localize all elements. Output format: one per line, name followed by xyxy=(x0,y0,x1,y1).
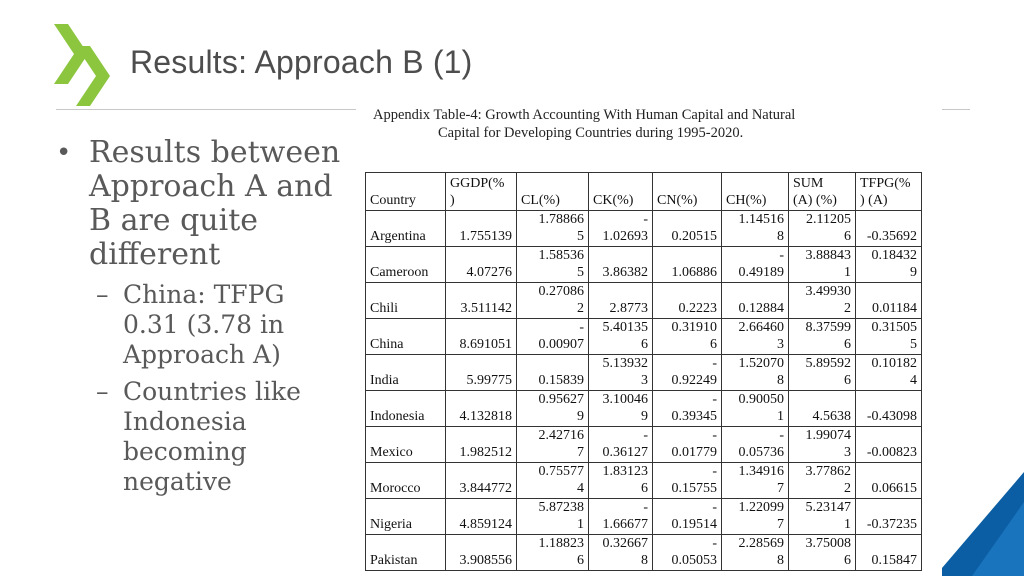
cell-cl: 0.15839 xyxy=(517,355,589,391)
cell-ch: 2.66460 3 xyxy=(722,319,789,355)
cell-country: India xyxy=(366,355,446,391)
cell-tfpg-a: -0.43098 xyxy=(856,391,922,427)
cell-tfpg-a: -0.37235 xyxy=(856,499,922,535)
header-ch: CH(%) xyxy=(722,173,789,211)
appendix-table-image xyxy=(358,104,942,576)
table-row xyxy=(366,355,922,391)
header-cn: CN(%) xyxy=(653,173,722,211)
cell-cl: 1.18823 6 xyxy=(517,535,589,571)
oecd-chevron-logo xyxy=(54,24,110,106)
cell-cl: 1.78866 5 xyxy=(517,211,589,247)
cell-ch: 0.12884 xyxy=(722,283,789,319)
cell-cn: - 0.19514 xyxy=(653,499,722,535)
header-sum-a: SUM (A) (%) xyxy=(789,173,856,211)
corner-accent-shape xyxy=(942,472,1024,576)
cell-ggdp: 5.99775 xyxy=(446,355,517,391)
cell-ch: 1.22099 7 xyxy=(722,499,789,535)
cell-country: Morocco xyxy=(366,463,446,499)
table-row xyxy=(366,283,922,319)
cell-country: Pakistan xyxy=(366,535,446,571)
table-row xyxy=(366,427,922,463)
cell-sum-a: 3.88843 1 xyxy=(789,247,856,283)
cell-ck: 0.32667 8 xyxy=(589,535,653,571)
cell-ck: 5.40135 6 xyxy=(589,319,653,355)
cell-ch: 2.28569 8 xyxy=(722,535,789,571)
bullet-main-text: Results between Approach A and B are quite different xyxy=(89,135,341,272)
cell-sum-a: 3.77862 2 xyxy=(789,463,856,499)
dash-icon: – xyxy=(96,280,109,309)
cell-country: China xyxy=(366,319,446,355)
growth-accounting-table xyxy=(365,172,922,571)
cell-ggdp: 4.859124 xyxy=(446,499,517,535)
table-caption-line1: Appendix Table-4: Growth Accounting With Human Capital and Natural xyxy=(373,107,796,123)
cell-ggdp: 4.07276 xyxy=(446,247,517,283)
cell-cn: 0.20515 xyxy=(653,211,722,247)
cell-country: Chili xyxy=(366,283,446,319)
cell-cn: - 0.15755 xyxy=(653,463,722,499)
cell-tfpg-a: 0.18432 9 xyxy=(856,247,922,283)
cell-cn: 1.06886 xyxy=(653,247,722,283)
cell-cl: 2.42716 7 xyxy=(517,427,589,463)
cell-cn: 0.31910 6 xyxy=(653,319,722,355)
cell-tfpg-a: 0.01184 xyxy=(856,283,922,319)
table-row xyxy=(366,463,922,499)
sub-bullet-china xyxy=(56,280,346,370)
cell-ck: 3.10046 9 xyxy=(589,391,653,427)
cell-ch: 1.34916 7 xyxy=(722,463,789,499)
cell-tfpg-a: 0.10182 4 xyxy=(856,355,922,391)
cell-sum-a: 1.99074 3 xyxy=(789,427,856,463)
cell-tfpg-a: 0.06615 xyxy=(856,463,922,499)
cell-sum-a: 5.23147 1 xyxy=(789,499,856,535)
cell-tfpg-a: -0.35692 xyxy=(856,211,922,247)
cell-sum-a: 3.75008 6 xyxy=(789,535,856,571)
cell-country: Indonesia xyxy=(366,391,446,427)
cell-country: Mexico xyxy=(366,427,446,463)
cell-cn: 0.2223 xyxy=(653,283,722,319)
cell-sum-a: 4.5638 xyxy=(789,391,856,427)
header-cl: CL(%) xyxy=(517,173,589,211)
table-row xyxy=(366,247,922,283)
cell-ggdp: 1.755139 xyxy=(446,211,517,247)
cell-cl: 0.27086 2 xyxy=(517,283,589,319)
sub-bullet-text: Countries like Indonesia becoming negative xyxy=(123,377,301,496)
cell-cn: - 0.39345 xyxy=(653,391,722,427)
cell-cl: - 0.00907 xyxy=(517,319,589,355)
sub-bullet-text: China: TFPG 0.31 (3.78 in Approach A) xyxy=(123,280,285,369)
sub-bullet-list xyxy=(56,280,346,497)
cell-ch: 1.14516 8 xyxy=(722,211,789,247)
sub-bullet-indonesia xyxy=(56,377,346,497)
cell-sum-a: 2.11205 6 xyxy=(789,211,856,247)
cell-sum-a: 3.49930 2 xyxy=(789,283,856,319)
cell-ch: 1.52070 8 xyxy=(722,355,789,391)
cell-sum-a: 5.89592 6 xyxy=(789,355,856,391)
header-tfpg-a: TFPG(% ) (A) xyxy=(856,173,922,211)
cell-ck: 2.8773 xyxy=(589,283,653,319)
cell-ggdp: 3.908556 xyxy=(446,535,517,571)
cell-sum-a: 8.37599 6 xyxy=(789,319,856,355)
title-divider-right xyxy=(942,109,970,110)
bullet-dot-icon: • xyxy=(56,138,72,168)
table-row xyxy=(366,391,922,427)
table-row xyxy=(366,499,922,535)
cell-ck: 3.86382 xyxy=(589,247,653,283)
table-body xyxy=(366,211,922,571)
dash-icon: – xyxy=(96,377,109,406)
header-country: Country xyxy=(366,173,446,211)
cell-tfpg-a: -0.00823 xyxy=(856,427,922,463)
cell-country: Nigeria xyxy=(366,499,446,535)
cell-cn: - 0.01779 xyxy=(653,427,722,463)
cell-ch: 0.90050 1 xyxy=(722,391,789,427)
cell-ck: 5.13932 3 xyxy=(589,355,653,391)
cell-cn: - 0.05053 xyxy=(653,535,722,571)
cell-country: Argentina xyxy=(366,211,446,247)
cell-ggdp: 3.844772 xyxy=(446,463,517,499)
table-header-row xyxy=(366,173,922,211)
cell-ggdp: 4.132818 xyxy=(446,391,517,427)
cell-ck: - 0.36127 xyxy=(589,427,653,463)
table-row xyxy=(366,319,922,355)
cell-ch: - 0.05736 xyxy=(722,427,789,463)
cell-tfpg-a: 0.31505 5 xyxy=(856,319,922,355)
table-caption-line2: Capital for Developing Countries during 1995-2020. xyxy=(438,125,744,141)
cell-cn: - 0.92249 xyxy=(653,355,722,391)
cell-ck: 1.83123 6 xyxy=(589,463,653,499)
header-ggdp: GGDP(% ) xyxy=(446,173,517,211)
cell-ch: - 0.49189 xyxy=(722,247,789,283)
slide-title: Results: Approach B (1) xyxy=(130,44,473,80)
cell-cl: 0.75577 4 xyxy=(517,463,589,499)
cell-country: Cameroon xyxy=(366,247,446,283)
cell-ggdp: 3.511142 xyxy=(446,283,517,319)
cell-cl: 1.58536 5 xyxy=(517,247,589,283)
cell-cl: 5.87238 1 xyxy=(517,499,589,535)
cell-tfpg-a: 0.15847 xyxy=(856,535,922,571)
cell-cl: 0.95627 9 xyxy=(517,391,589,427)
title-divider-left xyxy=(56,109,356,110)
header-ck: CK(%) xyxy=(589,173,653,211)
table-row xyxy=(366,211,922,247)
cell-ck: - 1.66677 xyxy=(589,499,653,535)
cell-ck: - 1.02693 xyxy=(589,211,653,247)
cell-ggdp: 8.691051 xyxy=(446,319,517,355)
cell-ggdp: 1.982512 xyxy=(446,427,517,463)
bullet-list xyxy=(56,136,346,504)
bullet-main xyxy=(56,136,346,272)
table-row xyxy=(366,535,922,571)
